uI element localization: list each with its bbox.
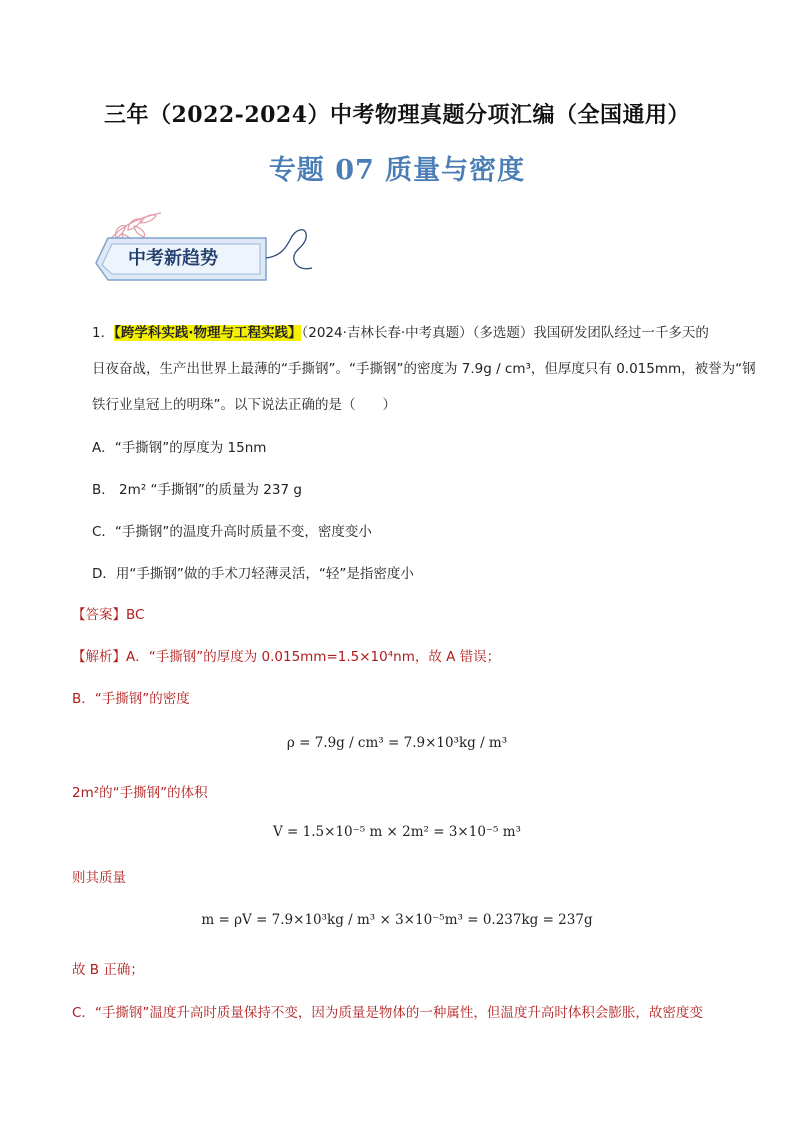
mass-formula: m = ρV = 7.9×10³kg / m³ × 3×10⁻⁵m³ = 0.237kg = 237g bbox=[201, 912, 593, 928]
analysis-volume-label: 2m²的“手撕钢”的体积 bbox=[72, 785, 208, 801]
question-line-2: 日夜奋战，生产出世界上最薄的“手撕钢”。“手撕钢”的密度为 7.9g / cm³，但厚度只有 0.015mm，被誉为“钢 bbox=[92, 361, 756, 377]
question-source: （2024·吉林长春·中考真题）（多选题）我国研发团队经过一千多天的 bbox=[301, 325, 709, 341]
analysis-label: 【解析】 bbox=[72, 649, 126, 665]
density-formula: ρ = 7.9g / cm³ = 7.9×10³kg / m³ bbox=[286, 735, 508, 751]
analysis-line-b: B．“手撕钢”的密度 bbox=[72, 691, 190, 707]
option-a: A．“手撕钢”的厚度为 15nm bbox=[92, 440, 267, 456]
analysis-line-c: C．“手撕钢”温度升高时质量保持不变，因为质量是物体的一种属性，但温度升高时体积会膨胀，故密度变 bbox=[72, 1005, 703, 1021]
option-c: C．“手撕钢”的温度升高时质量不变，密度变小 bbox=[92, 524, 372, 540]
answer-line bbox=[72, 603, 144, 623]
option-b: B． 2m² “手撕钢”的质量为 237 g bbox=[92, 482, 302, 498]
answer-value: BC bbox=[126, 607, 145, 623]
analysis-a-text: A．“手撕钢”的厚度为 0.015mm=1.5×10⁴nm，故 A 错误； bbox=[126, 649, 501, 665]
analysis-line-a bbox=[72, 645, 500, 665]
question-line-3: 铁行业皇冠上的明珠”。以下说法正确的是（ ） bbox=[92, 397, 396, 413]
analysis-b-correct: 故 B 正确； bbox=[72, 962, 144, 978]
analysis-mass-label: 则其质量 bbox=[72, 870, 126, 886]
question-tag: 【跨学科实践·物理与工程实践】 bbox=[114, 325, 302, 341]
option-d: D．用“手撕钢”做的手术刀轻薄灵活，“轻”是指密度小 bbox=[92, 566, 414, 582]
volume-formula: V = 1.5×10⁻⁵ m × 2m² = 3×10⁻⁵ m³ bbox=[273, 824, 521, 840]
answer-label: 【答案】 bbox=[72, 607, 126, 623]
question-number: 1． bbox=[92, 325, 115, 341]
document-title: 三年（2022-2024）中考物理真题分项汇编（全国通用） bbox=[103, 102, 691, 128]
topic-subtitle: 专题 07 质量与密度 bbox=[268, 155, 526, 186]
banner-label: 中考新趋势 bbox=[128, 248, 218, 269]
question-line-1 bbox=[92, 321, 709, 341]
